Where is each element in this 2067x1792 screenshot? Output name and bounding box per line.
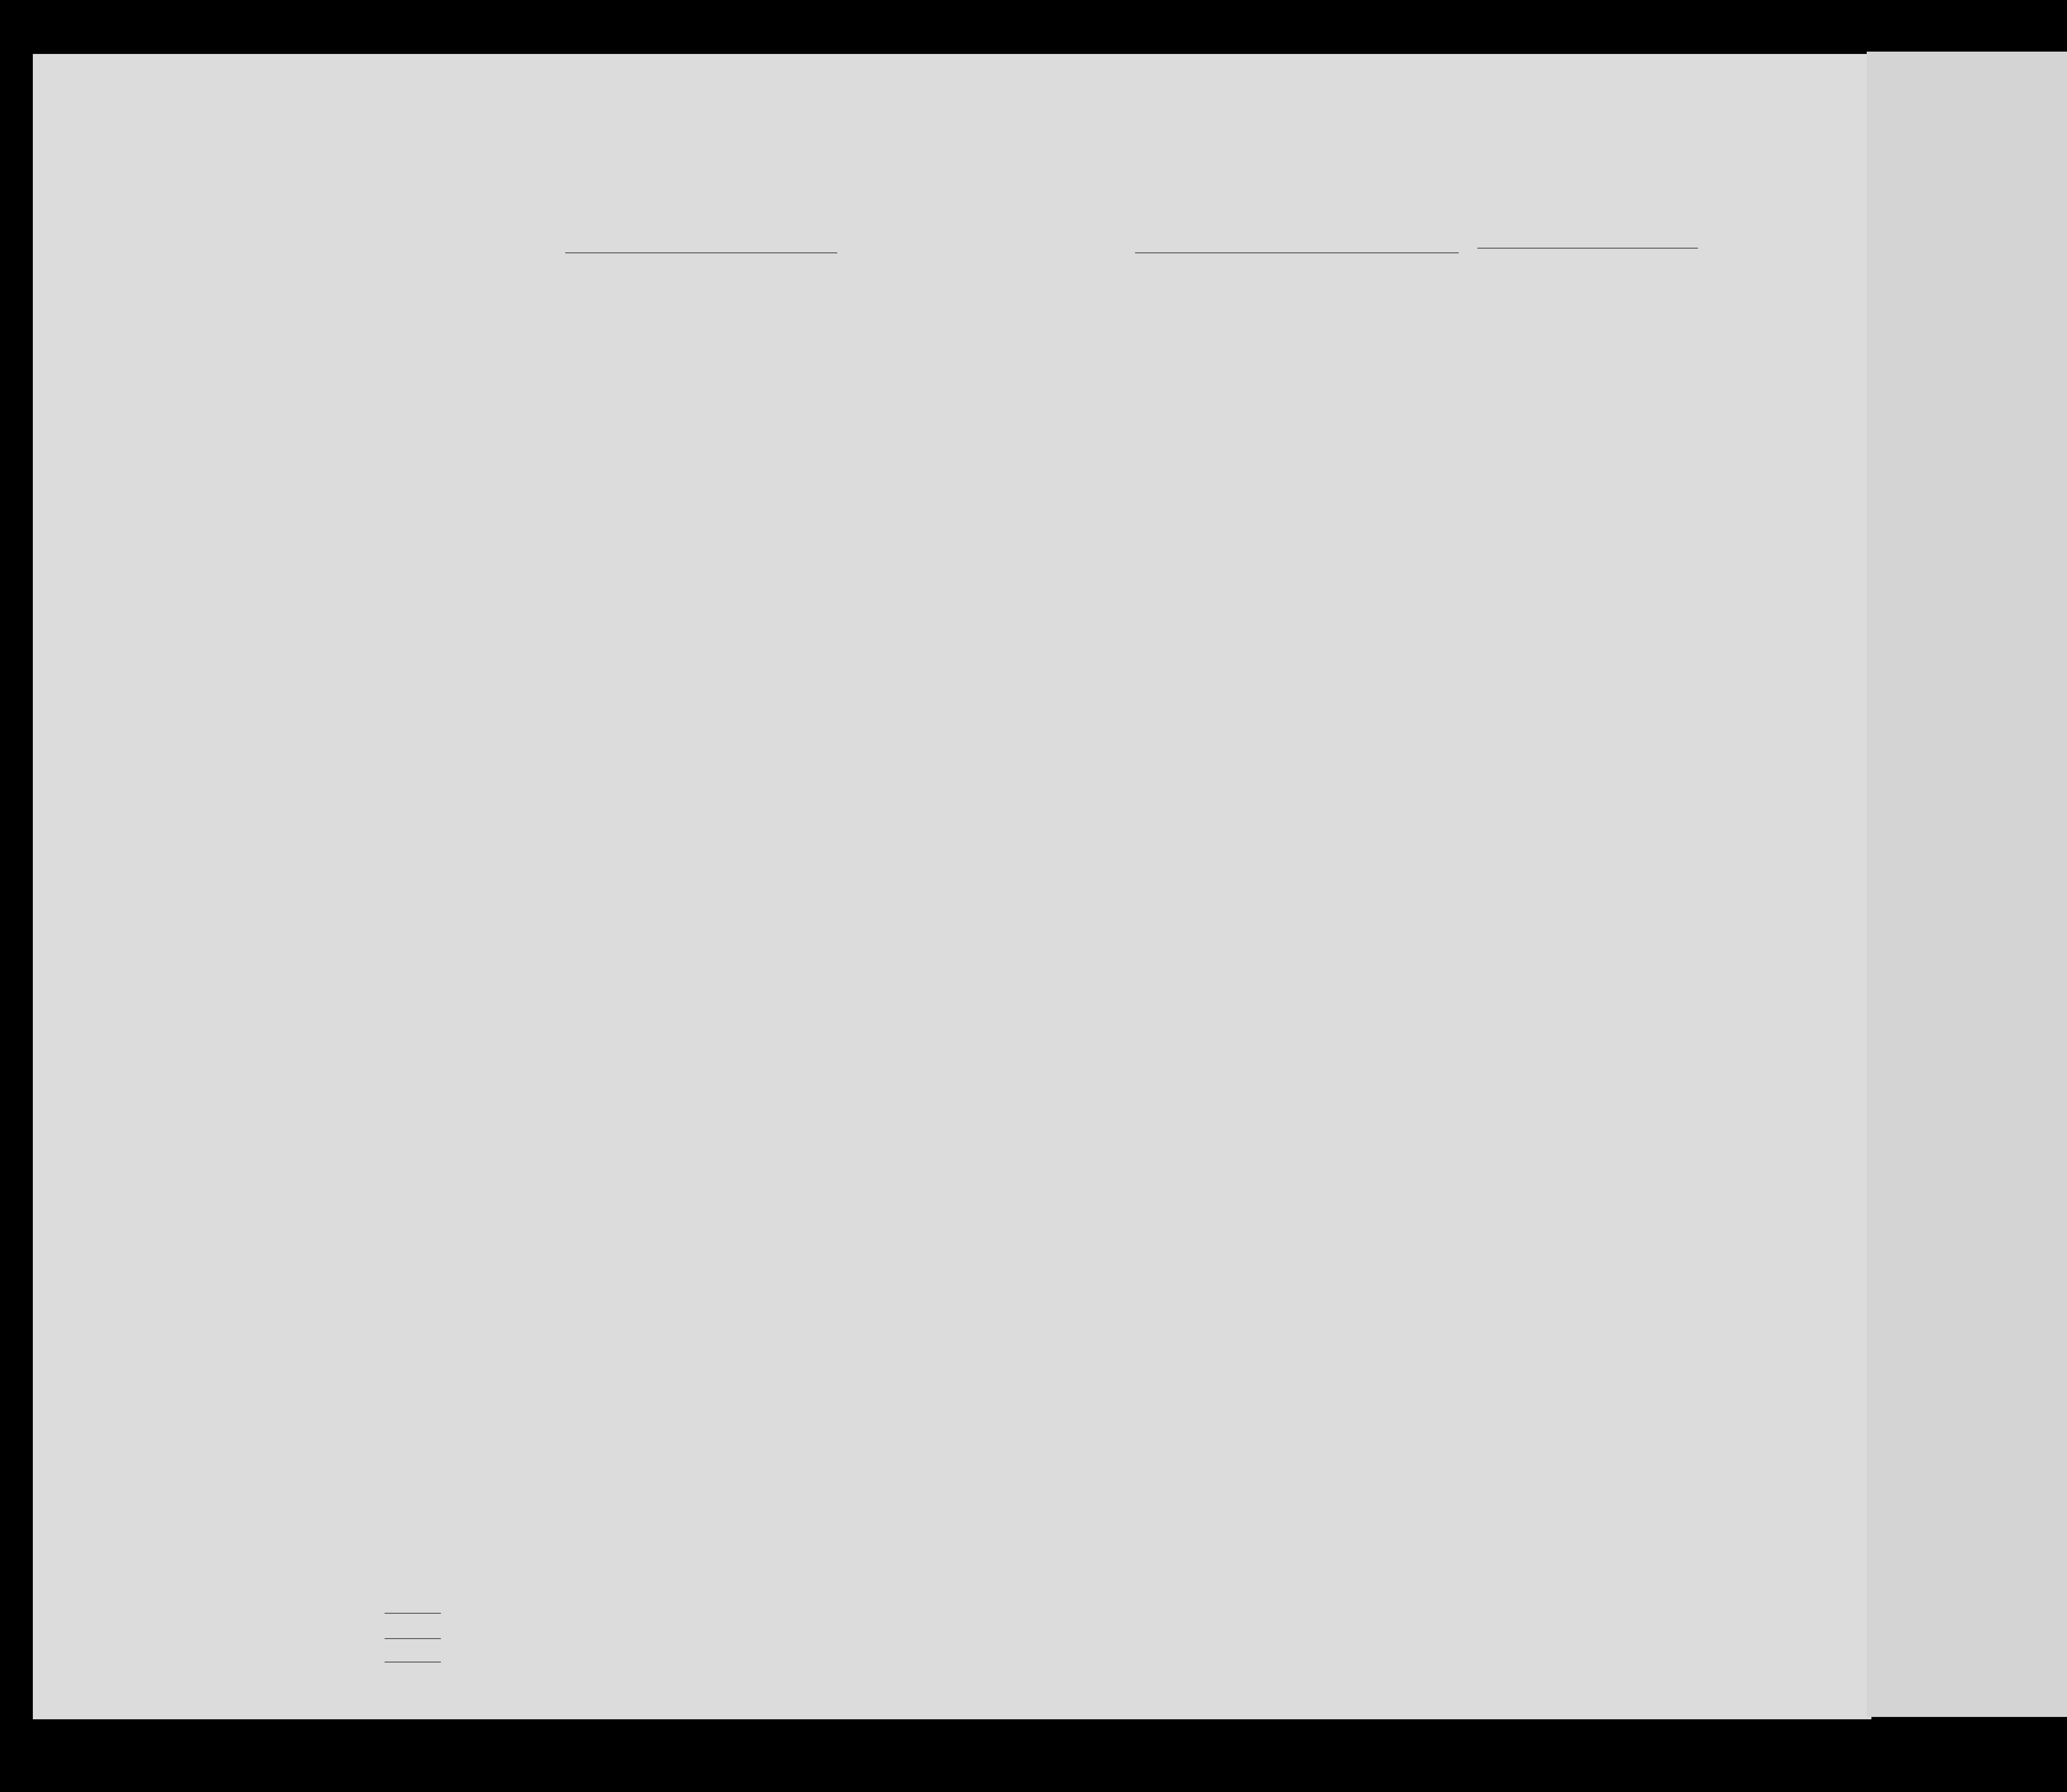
manifest-sheet	[33, 54, 1871, 1719]
adjacent-page	[1867, 52, 2067, 1717]
